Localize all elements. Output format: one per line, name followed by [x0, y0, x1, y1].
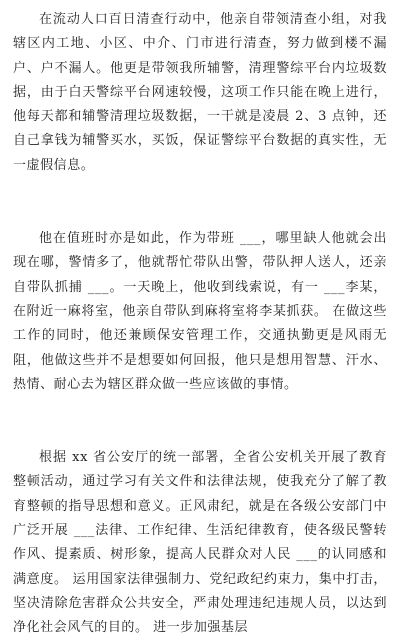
paragraph-population-check: 在流动人口百日清查行动中，他亲自带领清查小组，对我辖区内工地、小区、中介、门市进行清查，努力做到楼不漏户、户不漏人。他更是带领我所辅警，清理警综平台内垃圾数据，由于白天警综平台网速较慢，这项工作只能在晚上进行，他每天都和辅警清理垃圾数据，一干就是凌晨 2、3 点钟，还自己拿钱为辅警买水，买饭，保证警综平台数据的真实性，无一虚假信息。 — [13, 12, 387, 173]
paragraph-duty-work: 他在值班时亦是如此，作为带班 ___，哪里缺人他就会出现在哪，警情多了，他就帮忙带队出警，带队押人送人，还亲自带队抓捕 ___。一天晚上，他收到线索说，有一 ___李某，在附近一麻将室，他亲自带队到麻将室将李某抓获。 在做这些工作的同时，他还兼顾保安管理工作，交通执勤更是风雨无阻，他做这些并不是想要如何回报，他只是想用智慧、汗水、热情、耐心去为辖区群众做一些应该做的事情。 — [13, 231, 387, 392]
paragraph-education-rectification: 根据 xx 省公安厅的统一部署，全省公安机关开展了教育整顿活动，通过学习有关文件和法律法规，使我充分了解了教育整顿的指导思想和意义。正风肃纪，就是在各级公安部门中广泛开展 ___法律、工作纪律、生活纪律教育，使各级民警转作风、提素质、树形象，提高人民群众对人民 ___的认同感和满意度。 运用国家法律强制力、党纪政纪约束力，集中打击，坚决清除危害群众公共安全，严肃处理违纪违规人员，以达到净化社会风气的目的。 进一步加强基层 — [13, 450, 387, 636]
